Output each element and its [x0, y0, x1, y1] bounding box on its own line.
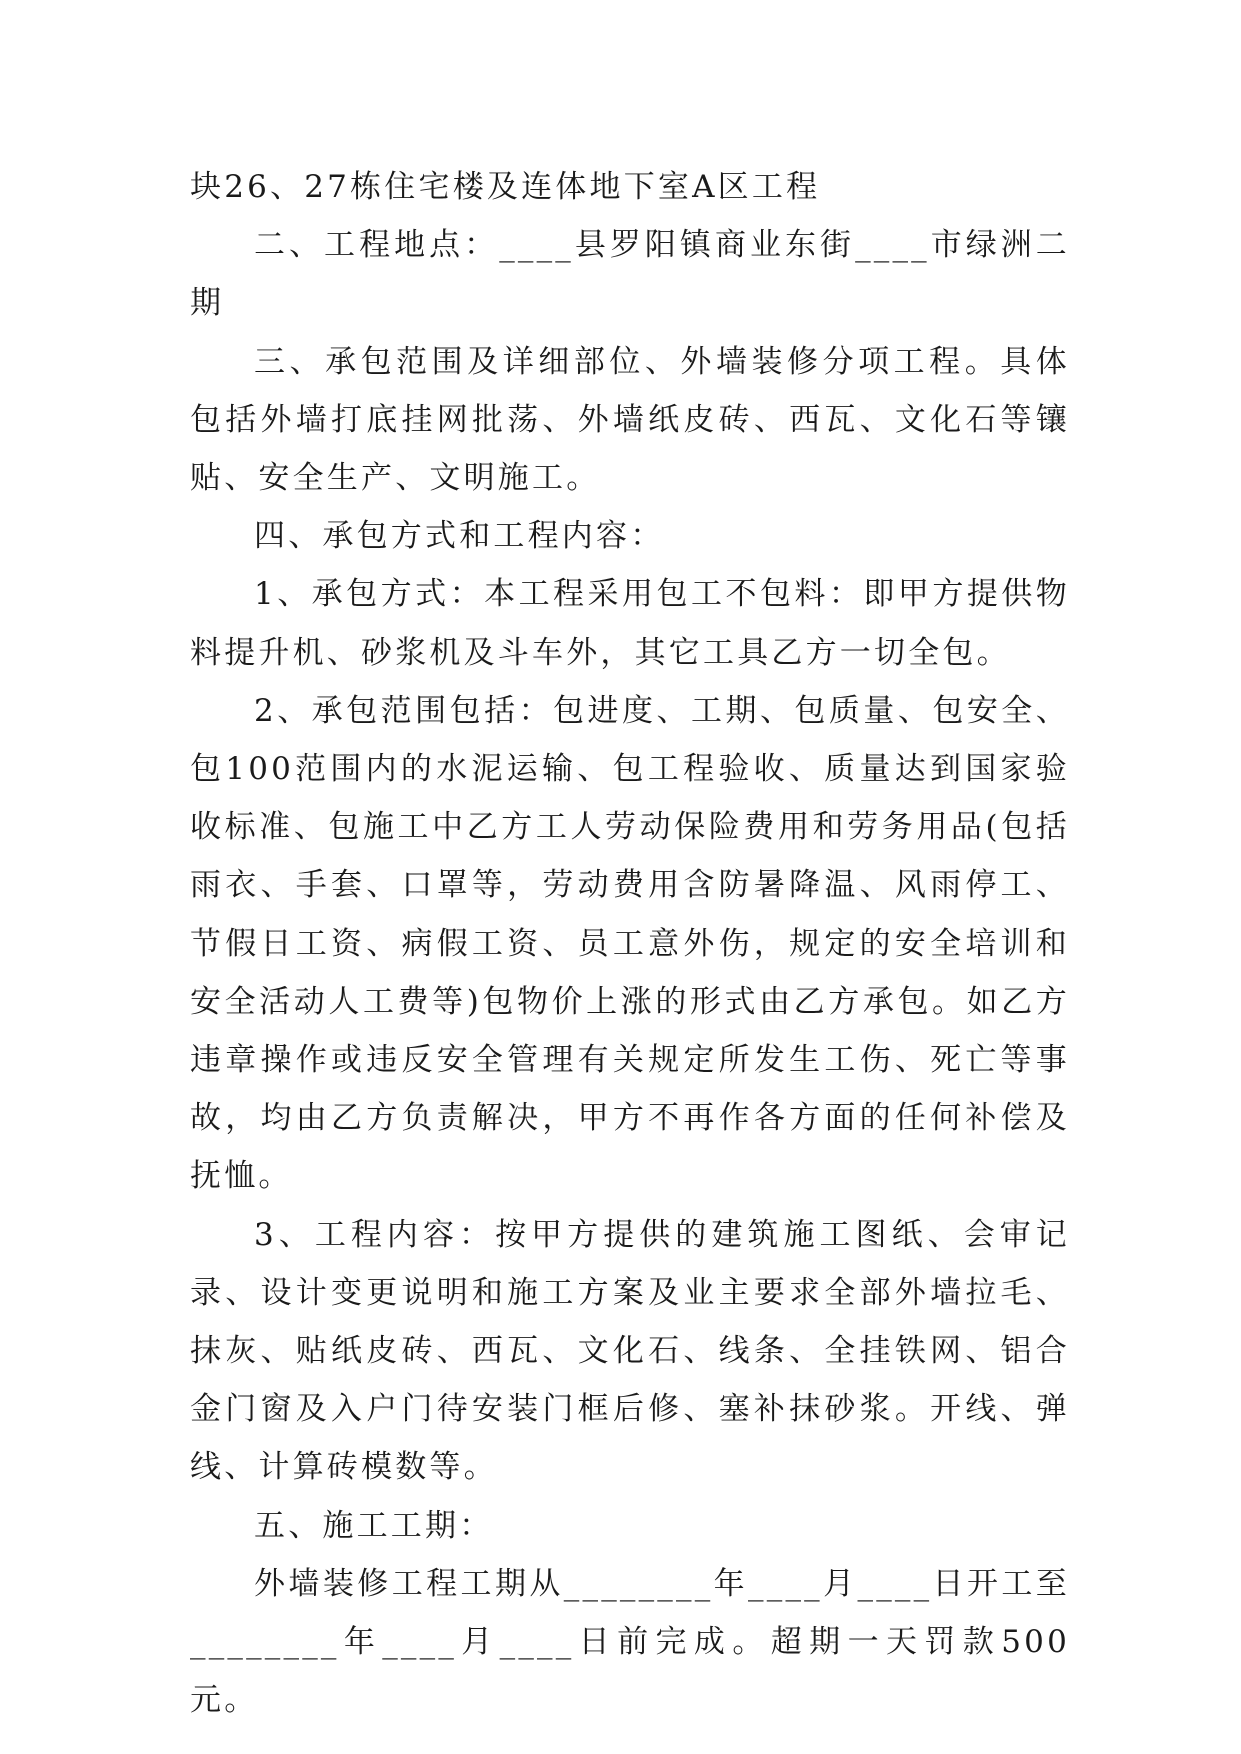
document-body: [190, 158, 1070, 1729]
paragraph-location: 二、工程地点：____县罗阳镇商业东街____市绿洲二期: [190, 227, 1070, 322]
heading-period: 五、施工工期：: [254, 1507, 494, 1544]
heading-method: 四、承包方式和工程内容：: [254, 518, 665, 555]
paragraph-method-1: 1、承包方式：本工程采用包工不包料：即甲方提供物料提升机、砂浆机及斗车外，其它工具乙方一切全包。: [190, 576, 1070, 671]
paragraph-method-2: 2、承包范围包括：包进度、工期、包质量、包安全、包100范围内的水泥运输、包工程验收、质量达到国家验收标准、包施工中乙方工人劳动保险费用和劳务用品(包括雨衣、手套、口罩等，劳动费用含防暑降温、风雨停工、节假日工资、病假工资、员工意外伤，规定的安全培训和安全活动人工费等)包物价上涨的形式由乙方承包。如乙方违章操作或违反安全管理有关规定所发生工伤、死亡等事故，均由乙方负责解决，甲方不再作各方面的任何补偿及抚恤。: [190, 692, 1070, 1195]
paragraph-project-name: 块26、27栋住宅楼及连体地下室A区工程: [190, 169, 821, 205]
paragraph-scope: 三、承包范围及详细部位、外墙装修分项工程。具体包括外墙打底挂网批荡、外墙纸皮砖、西瓦、文化石等镶贴、安全生产、文明施工。: [190, 343, 1070, 497]
paragraph-method-3: 3、工程内容：按甲方提供的建筑施工图纸、会审记录、设计变更说明和施工方案及业主要求全部外墙拉毛、抹灰、贴纸皮砖、西瓦、文化石、线条、全挂铁网、铝合金门窗及入户门待安装门框后修、塞补抹砂浆。开线、弹线、计算砖模数等。: [190, 1216, 1070, 1486]
paragraph-period: 外墙装修工程工期从________年____月____日开工至________年____月____日前完成。超期一天罚款500元。: [190, 1565, 1070, 1719]
